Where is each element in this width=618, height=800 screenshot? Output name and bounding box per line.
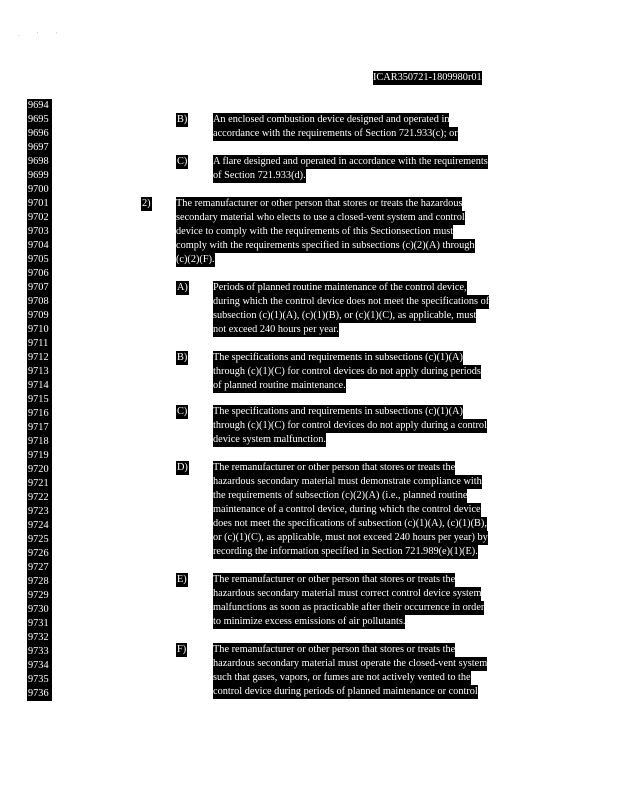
text-line: during which the control device does not meet the specifications of (213, 296, 490, 307)
line-number: 9732 (27, 631, 52, 645)
paragraph-2 (176, 197, 475, 267)
line-number: 9695 (27, 113, 52, 127)
text-line: of planned routine maintenance. (213, 380, 346, 391)
item-label-b: B) (177, 352, 188, 363)
line-number: 9734 (27, 659, 52, 673)
line-number: 9726 (27, 547, 52, 561)
text-line: maintenance of a control device, during which the control device (213, 504, 481, 515)
text-line: such that gases, vapors, or fumes are not actively vented to the (213, 672, 471, 683)
line-number: 9700 (27, 183, 52, 197)
text-line: device to comply with the requirements of this Sectionsection must (176, 226, 454, 237)
text-line: recording the information specified in Section 721.989(e)(1)(E). (213, 546, 478, 557)
line-number: 9724 (27, 519, 52, 533)
text-line: hazardous secondary material must demonstrate compliance with (213, 476, 482, 487)
line-number: 9708 (27, 295, 52, 309)
line-number: 9710 (27, 323, 52, 337)
text-line: secondary material who elects to use a closed-vent system and control (176, 212, 465, 223)
paragraph-c (213, 405, 487, 447)
line-number: 9697 (27, 141, 52, 155)
text-line: control device during periods of planned maintenance or control (213, 686, 478, 697)
text-line: of Section 721.933(d). (213, 170, 306, 181)
item-label-a: A) (177, 282, 188, 293)
line-number: 9723 (27, 505, 52, 519)
line-number: 9716 (27, 407, 52, 421)
line-number: 9727 (27, 561, 52, 575)
text-line: through (c)(1)(C) for control devices do not apply during a control (213, 420, 487, 431)
text-line: (c)(2)(F). (176, 254, 215, 265)
text-line: comply with the requirements specified in subsections (c)(2)(A) through (176, 240, 475, 251)
text-line: Periods of planned routine maintenance of the control device, (213, 282, 467, 293)
line-number: 9730 (27, 603, 52, 617)
line-number: 9704 (27, 239, 52, 253)
line-number: 9712 (27, 351, 52, 365)
line-number: 9713 (27, 365, 52, 379)
paragraph-a (213, 281, 489, 337)
text-line: not exceed 240 hours per year. (213, 324, 339, 335)
item-label-2: 2) (142, 198, 151, 209)
text-line: hazardous secondary material must operate the closed-vent system (213, 658, 488, 669)
line-number: 9731 (27, 617, 52, 631)
line-number: 9709 (27, 309, 52, 323)
paragraph-d (213, 461, 488, 559)
line-number: 9718 (27, 435, 52, 449)
line-number: 9733 (27, 645, 52, 659)
line-number: 9698 (27, 155, 52, 169)
paragraph-f (213, 643, 487, 699)
scan-marks: . ' ' (18, 32, 65, 38)
line-number: 9703 (27, 225, 52, 239)
line-number: 9720 (27, 463, 52, 477)
text-line: accordance with the requirements of Section 721.933(c); or (213, 128, 458, 139)
text-line: malfunctions as soon as practicable after their occurrence in order (213, 602, 485, 613)
line-number: 9705 (27, 253, 52, 267)
line-number: 9721 (27, 477, 52, 491)
text-line: does not meet the specifications of subsection (c)(1)(A), (c)(1)(B), (213, 518, 487, 529)
paragraph-c-flare (213, 155, 488, 183)
line-number: 9736 (27, 687, 52, 701)
text-line: hazardous secondary material must correct control device system (213, 588, 482, 599)
text-line: subsection (c)(1)(A), (c)(1)(B), or (c)(1)(C), as applicable, must (213, 310, 477, 321)
paragraph-b (213, 351, 481, 393)
text-line: The specifications and requirements in subsections (c)(1)(A) (213, 406, 463, 417)
item-label-c: C) (177, 406, 188, 417)
text-line: device system malfunction. (213, 434, 326, 445)
item-label-e: E) (177, 574, 187, 585)
line-number: 9711 (27, 337, 52, 351)
text-line: the requirements of subsection (c)(2)(A) (i.e., planned routine (213, 490, 468, 501)
text-line: The remanufacturer or other person that stores or treats the hazardous (176, 198, 463, 209)
paragraph-b-enclosed (213, 113, 458, 141)
text-line: The remanufacturer or other person that stores or treats the (213, 462, 456, 473)
item-label-f: F) (177, 644, 187, 655)
line-number: 9714 (27, 379, 52, 393)
line-number: 9696 (27, 127, 52, 141)
text-line: The remanufacturer or other person that stores or treats the (213, 644, 456, 655)
line-number: 9702 (27, 211, 52, 225)
item-label-d: D) (177, 462, 188, 473)
item-label-c-flare: C) (177, 156, 188, 167)
line-number: 9728 (27, 575, 52, 589)
line-number: 9701 (27, 197, 52, 211)
line-number: 9722 (27, 491, 52, 505)
text-line: The remanufacturer or other person that stores or treats the (213, 574, 456, 585)
document-code: ICAR350721-1809980r01 (373, 72, 482, 83)
text-line: A flare designed and operated in accordance with the requirements (213, 156, 488, 167)
text-line: to minimize excess emissions of air pollutants. (213, 616, 406, 627)
line-number: 9694 (27, 99, 52, 113)
text-line: or (c)(1)(C), as applicable, must not exceed 240 hours per year) by (213, 532, 488, 543)
line-number: 9735 (27, 673, 52, 687)
line-number: 9719 (27, 449, 52, 463)
paragraph-e (213, 573, 484, 629)
line-number: 9725 (27, 533, 52, 547)
line-number: 9729 (27, 589, 52, 603)
line-number: 9699 (27, 169, 52, 183)
text-line: through (c)(1)(C) for control devices do not apply during periods (213, 366, 481, 377)
text-line: The specifications and requirements in subsections (c)(1)(A) (213, 352, 463, 363)
line-number: 9706 (27, 267, 52, 281)
item-label-b-enclosed: B) (177, 114, 188, 125)
line-number: 9715 (27, 393, 52, 407)
line-number: 9717 (27, 421, 52, 435)
text-line: An enclosed combustion device designed and operated in (213, 114, 450, 125)
line-number: 9707 (27, 281, 52, 295)
